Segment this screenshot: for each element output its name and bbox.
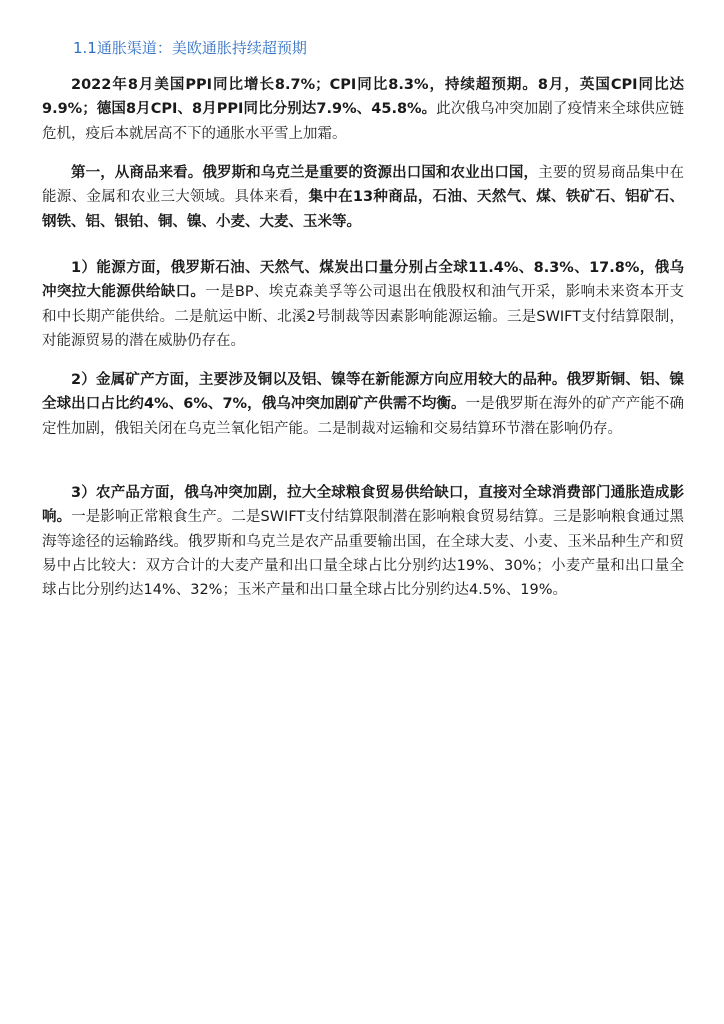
paragraph-text: 主要的贸易商品集中在能源、金属和农业三大领域。具体来看，	[42, 165, 685, 206]
paragraph-text: 一是影响正常粮食生产。二是SWIFT支付结算限制潜在影响粮食贸易结算。三是影响粮食通过黑海等途径的运输路线。俄罗斯和乌克兰是农产品重要输出国，在全球大麦、小麦、玉米品种生产和贸易中占比较大：双方合计的大麦产量和出口量全球占比分别约达19%、30%；小麦产量和出口量全球占比分别约达14%、32%；玉米产量和出口量全球占比分别约达4.5%、19%。	[42, 509, 684, 599]
paragraph-inflation-data	[42, 73, 684, 146]
paragraph-text: 一是BP、埃克森美孚等公司退出在俄股权和油气开采，影响未来资本开支和中长期产能供给。二是航运中断、北溪2号制裁等因素影响能源运输。三是SWIFT支付结算限制，对能源贸易的潜在威胁仍存在。	[42, 284, 684, 349]
paragraph-agriculture	[42, 481, 684, 602]
paragraph-energy	[42, 256, 684, 353]
paragraph-bold-text: 2022年8月美国PPI同比增长8.7%；CPI同比8.3%，持续超预期。8月，英国CPI同比达9.9%；德国8月CPI、8月PPI同比分别达7.9%、45.8%。	[42, 77, 684, 118]
paragraph-bold-text: 1）能源方面，俄罗斯石油、天然气、煤炭出口量分别占全球11.4%、8.3%、17.8%，俄乌冲突拉大能源供给缺口。	[42, 260, 684, 301]
paragraph-metals	[42, 368, 684, 441]
paragraph-text: 一是俄罗斯在海外的矿产产能不确定性加剧，俄铝关闭在乌克兰氧化铝产能。二是制裁对运输和交易结算环节潜在影响仍存。	[42, 396, 684, 437]
paragraph-bold-text: 3）农产品方面，俄乌冲突加剧，拉大全球粮食贸易供给缺口，直接对全球消费部门通胀造成影响。	[42, 485, 684, 526]
section-heading: 1.1通胀渠道：美欧通胀持续超预期	[73, 39, 307, 57]
paragraph-text: 此次俄乌冲突加剧了疫情来全球供应链危机，疫后本就居高不下的通胀水平雪上加霜。	[42, 101, 684, 142]
paragraph-bold-text: 集中在13种商品，石油、天然气、煤、铁矿石、铝矿石、钢铁、铝、银铂、铜、镍、小麦、大麦、玉米等。	[42, 189, 684, 230]
paragraph-commodities	[42, 161, 684, 234]
paragraph-bold-text: 第一，从商品来看。俄罗斯和乌克兰是重要的资源出口国和农业出口国，	[71, 165, 539, 181]
paragraph-bold-text: 2）金属矿产方面，主要涉及铜以及铝、镍等在新能源方向应用较大的品种。俄罗斯铜、铝、镍全球出口占比约4%、6%、7%，俄乌冲突加剧矿产供需不均衡。	[42, 372, 684, 413]
